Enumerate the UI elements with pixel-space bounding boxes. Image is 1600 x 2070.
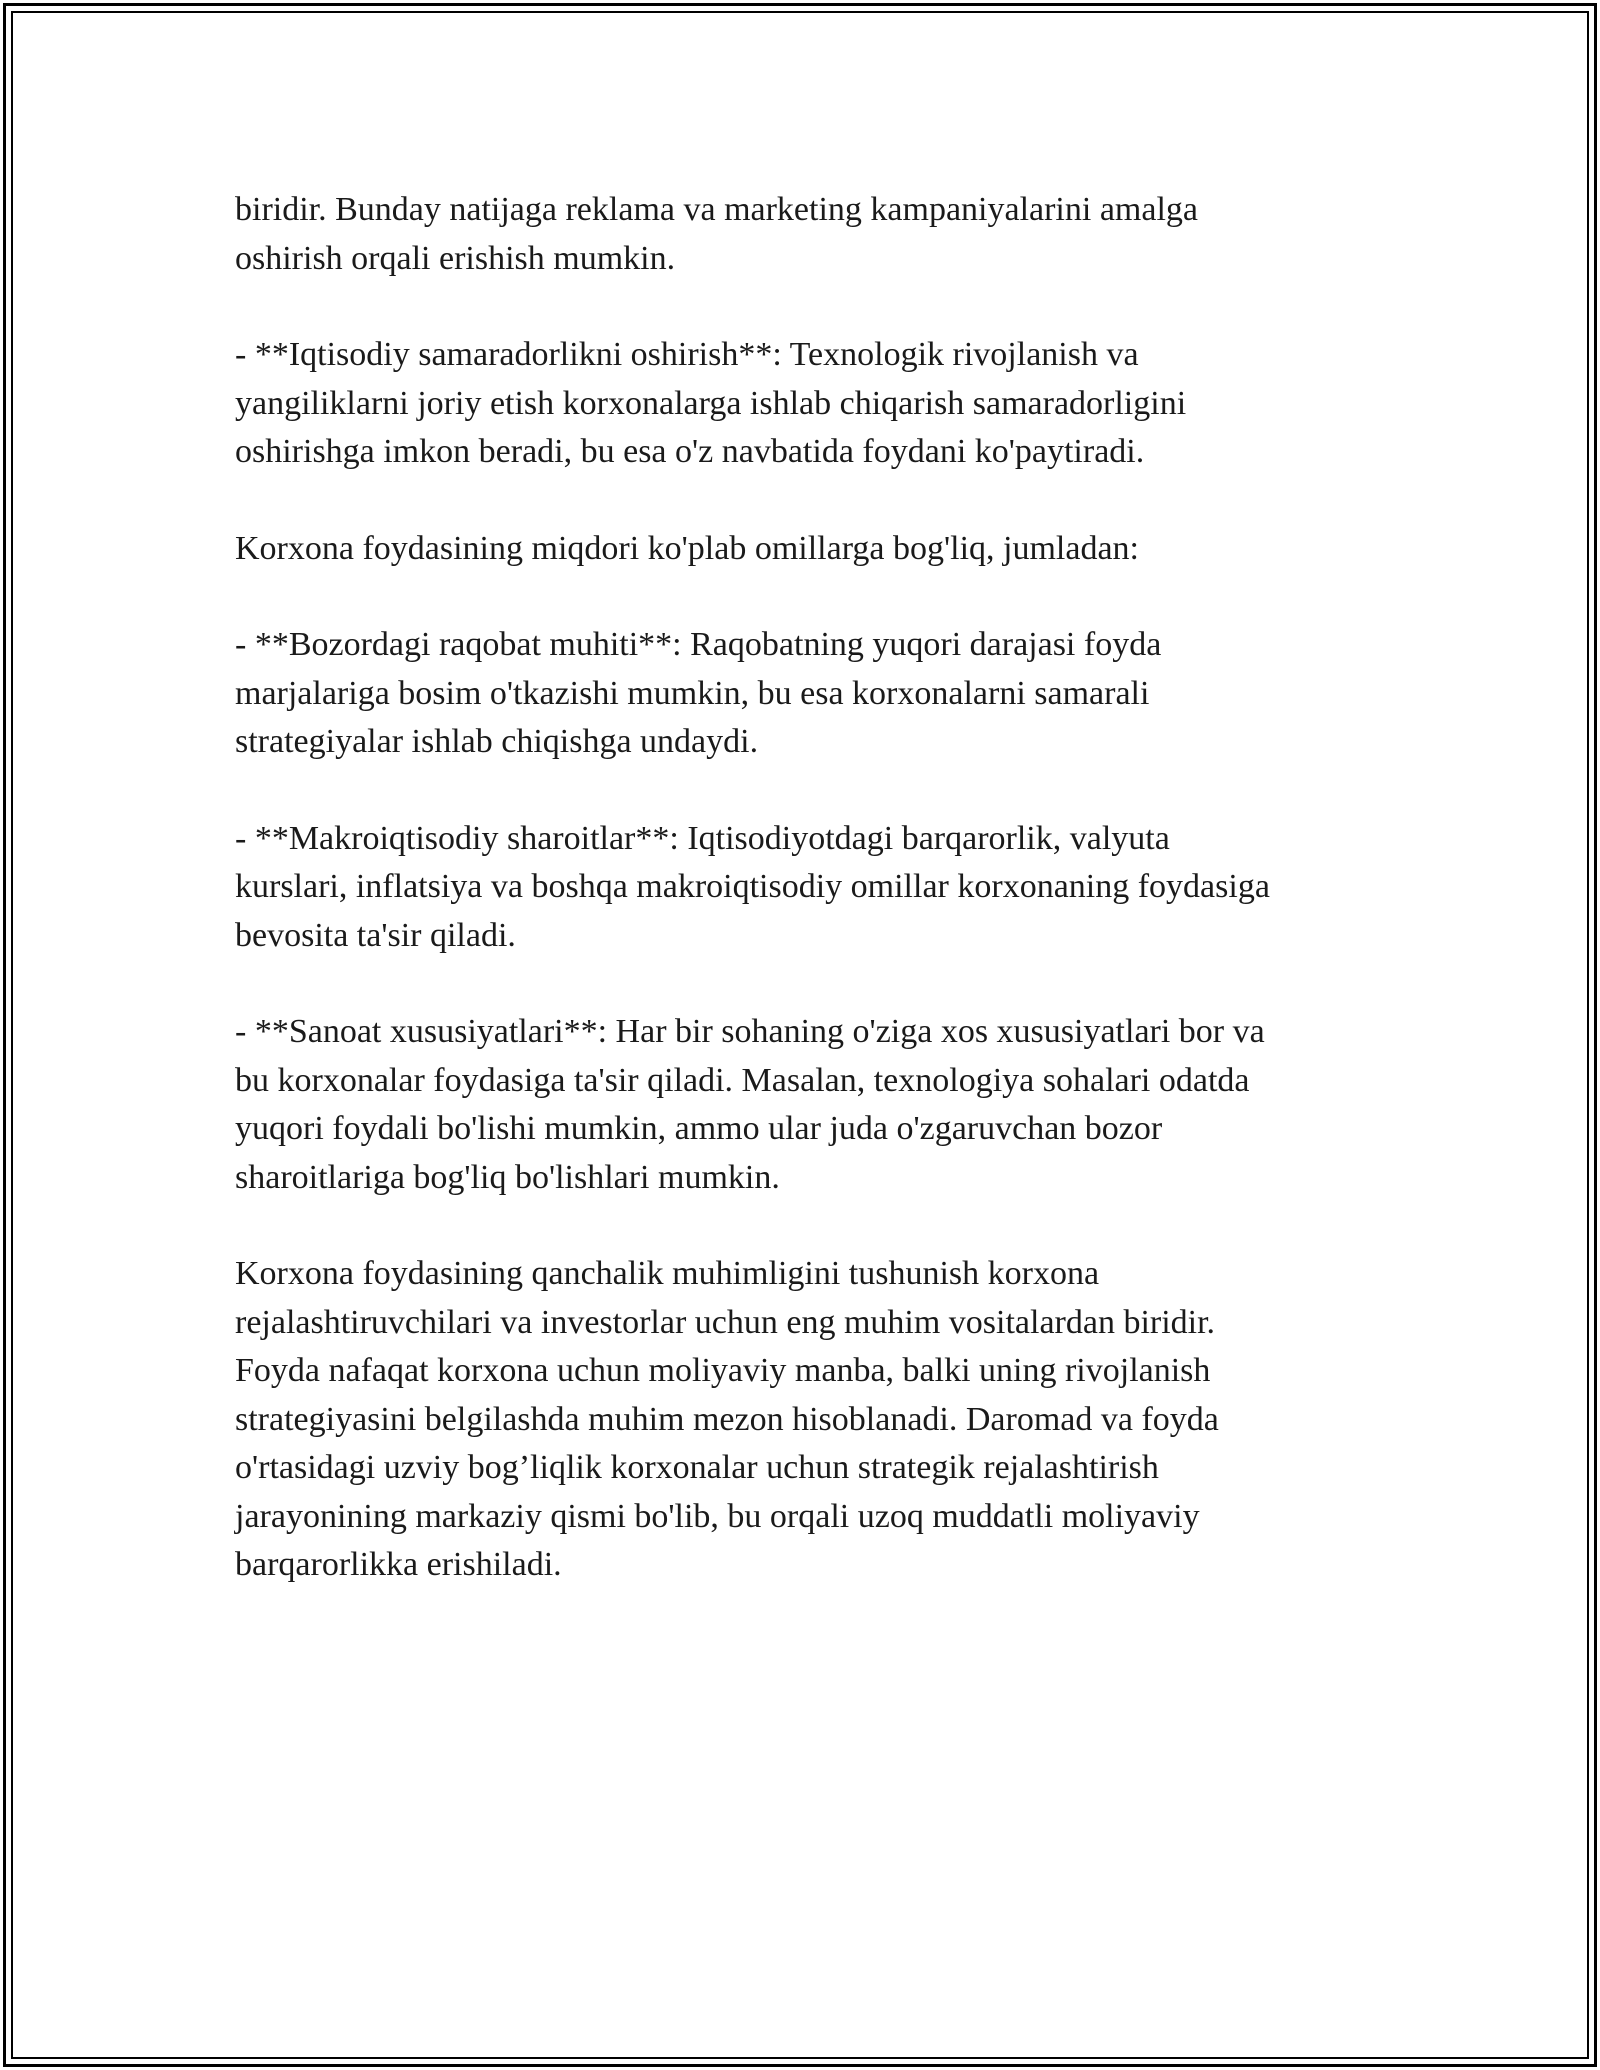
bullet-industry-features: - **Sanoat xususiyatlari**: Har bir sohaning o'ziga xos xususiyatlari bor va bu korxonalar foydasiga ta'sir qiladi. Masalan, texnologiya sohalari odatda yuqori foydali bo'lishi mumkin, ammo ular juda o'zgaruvchan bozor sharoitlariga bog'liq bo'lishlari mumkin. (235, 1013, 1265, 1196)
paragraph-conclusion: Korxona foydasining qanchalik muhimligini tushunish korxona rejalashtiruvchilari va investorlar uchun eng muhim vositalardan biridir. Foyda nafaqat korxona uchun moliyaviy manba, balki uning rivojlanish strategiyasini belgilashda muhim mezon hisoblanadi. Daromad va foyda o'rtasidagi uzviy bog’liqlik korxonalar uchun strategik rejalashtirish jarayonining markaziy qismi bo'lib, bu orqali uzoq muddatli moliyaviy barqarorlikka erishiladi. (235, 1255, 1219, 1583)
bullet-economic-efficiency: - **Iqtisodiy samaradorlikni oshirish**: Texnologik rivojlanish va yangiliklarni joriy etish korxonalarga ishlab chiqarish samaradorligini oshirishga imkon beradi, bu esa o'z navbatida foydani ko'paytiradi. (235, 336, 1187, 470)
bullet-market-competition: - **Bozordagi raqobat muhiti**: Raqobatning yuqori darajasi foyda marjalariga bosim o'tkazishi mumkin, bu esa korxonalarni samarali strategiyalar ishlab chiqishga undaydi. (235, 626, 1162, 760)
bullet-macroeconomic-conditions: - **Makroiqtisodiy sharoitlar**: Iqtisodiyotdagi barqarorlik, valyuta kurslari, inflatsiya va boshqa makroiqtisodiy omillar korxonaning foydasiga bevosita ta'sir qiladi. (235, 819, 1270, 954)
paragraph-continuation: biridir. Bunday natijaga reklama va marketing kampaniyalarini amalga oshirish orqali erishish mumkin. (235, 191, 1198, 277)
paragraph-profit-factors-intro: Korxona foydasining miqdori ko'plab omillarga bog'liq, jumladan: (235, 529, 1139, 567)
document-body (235, 186, 1365, 1638)
